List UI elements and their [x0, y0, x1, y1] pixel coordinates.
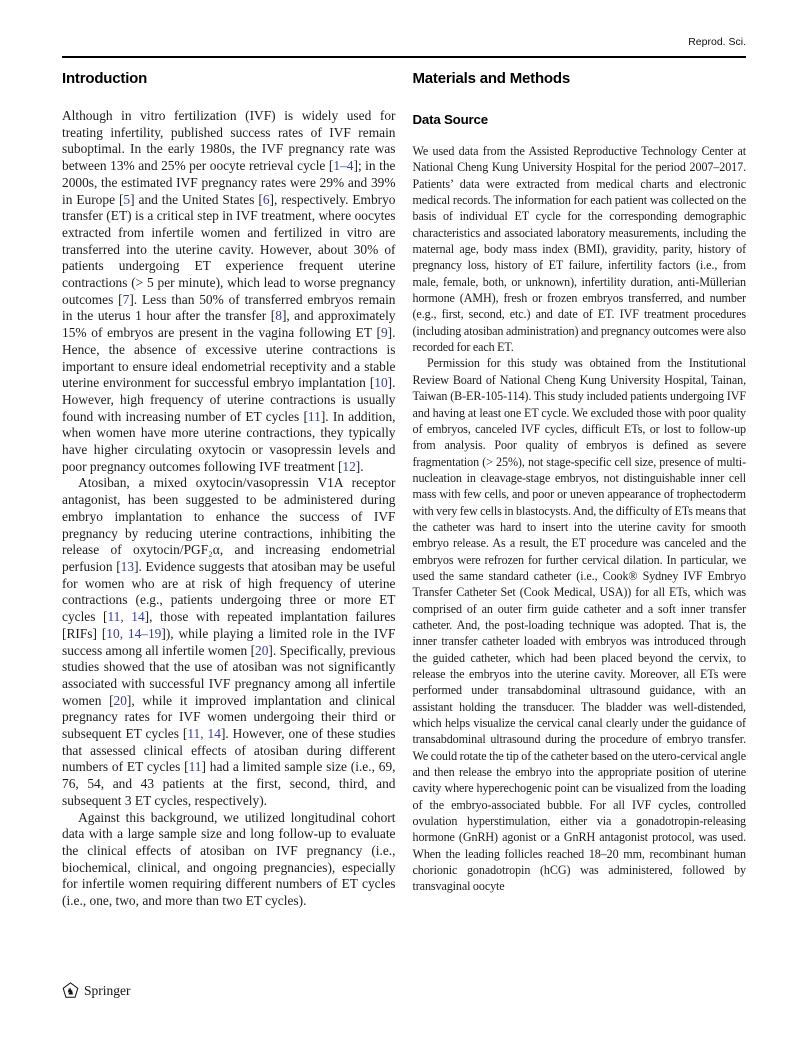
- paragraph: Although in vitro fertilization (IVF) is widely used for treating infertility, published success rates of IVF remain suboptimal. In the early 1980s, the IVF pregnancy rate was between 13% and 25% per oocyte retrieval cycle [1–4]; in the 2000s, the estimated IVF pregnancy rates were 29% and 39% in Europe [5] and the United States [6], respectively. Embryo transfer (ET) is a critical step in IVF treatment, where oocytes extracted from infertile women and fertilized in vitro are transferred into the uterine cavity. However, about 30% of patients undergoing ET experience frequent uterine contractions (> 5 per minute), which lead to worse pregnancy outcomes [7]. Less than 50% of transferred embryos remain in the uterus 1 hour after the transfer [8], and approximately 15% of embryos are present in the vagina following ET [9]. Hence, the absence of excessive uterine contractions is important to ensure ideal endometrial receptivity and a stable uterine environment for successful embryo implantation [10]. However, high frequency of uterine contractions is usually found with increasing number of ET cycles [11]. In addition, when women have more uterine contractions, they typically have higher circulating oxytocin or vasopressin levels and poor pregnancy outcomes following IVF treatment [12].: [62, 108, 396, 474]
- paragraph: We used data from the Assisted Reproductive Technology Center at National Cheng Kung University Hospital for the period 2007–2017. Patients’ data were extracted from medical charts and electronic medical records. The information for each patient was collected on the basis of individual ET cycle for the corresponding demographic characteristics and associated laboratory measurements, including the maternal age, body mass index (BMI), gravidity, parity, history of pregnancy loss, history of ET failure, infertility factors (i.e., from male, female, both, or unknown), infertility duration, anti-Müllerian hormone (AMH), fresh or frozen embryos transferred, and number (e.g., first, second, etc.) and date of ET. IVF treatment procedures (including atosiban administration) and pregnancy outcomes were also recorded for each ET.: [412, 144, 746, 355]
- svg-text:♞: ♞: [66, 987, 75, 998]
- section-heading-materials-and-methods: Materials and Methods: [412, 70, 570, 87]
- citation-ref[interactable]: 12: [342, 458, 356, 474]
- paragraph: Atosiban, a mixed oxytocin/vasopressin V1A receptor antagonist, has been suggested to be administered during embryo implantation to enhance the success of IVF pregnancy by reducing uterine contractions, inhibiting the release of oxytocin/PGF₂α, and increasing endometrial perfusion [13]. Evidence suggests that atosiban may be useful for women who are at risk of high frequency of uterine contractions (e.g., patients undergoing three or more ET cycles [11, 14], those with repeated implantation failures [RIFs] [10, 14–19]), while playing a limited role in the IVF success among all infertile women [20]. Specifically, previous studies showed that the use of atosiban was not significantly associated with successful IVF pregnancy among all infertile women [20], while it improved implantation and clinical pregnancy rates for IVF women undergoing their third or subsequent ET cycles [11, 14]. However, one of these studies that assessed clinical effects of atosiban during different numbers of ET cycles [11] had a limited sample size (i.e., 69, 76, 54, and 43 patients at the first, second, third, and subsequent 3 ET cycles, respectively).: [62, 475, 396, 808]
- citation-ref[interactable]: 10, 14–19: [106, 625, 162, 641]
- citation-ref[interactable]: 11, 14: [187, 726, 221, 742]
- publisher-footer: [62, 982, 131, 999]
- citation-ref[interactable]: 13: [120, 558, 135, 574]
- two-column-body: [62, 70, 746, 910]
- header-rule: [62, 56, 746, 58]
- paragraph: Against this background, we utilized longitudinal cohort data with a large sample size and long follow-up to evaluate the clinical effects of atosiban on IVF pregnancy (i.e., biochemical, clinical, and ongoing pregnancies), especially for infertile women requiring different numbers of ET cycles (i.e., one, two, and more than two ET cycles).: [62, 809, 396, 909]
- publisher-name: Springer: [84, 982, 131, 998]
- data-source-text: [413, 143, 747, 895]
- citation-ref[interactable]: 5: [123, 191, 131, 207]
- journal-title: Reprod. Sci.: [688, 36, 746, 48]
- section-heading-introduction: Introduction: [62, 70, 148, 87]
- left-column: [62, 70, 396, 910]
- subsection-heading-data-source: Data Source: [412, 112, 488, 127]
- citation-ref[interactable]: 10: [374, 375, 388, 391]
- running-header: [62, 36, 746, 48]
- citation-ref[interactable]: 11: [307, 408, 321, 424]
- citation-ref[interactable]: 11: [188, 759, 202, 775]
- citation-ref[interactable]: 11, 14: [107, 609, 145, 625]
- citation-ref[interactable]: 20: [113, 692, 127, 708]
- citation-ref[interactable]: 20: [255, 642, 269, 658]
- introduction-text: [62, 108, 396, 910]
- paragraph: Permission for this study was obtained from the Institutional Review Board of National Cheng Kung University Hospital, Tainan, Taiwan (B-ER-105-114). This study included patients undergoing IVF and having at least one ET cycle. We excluded those with poor quality of embryos, canceled IVF cycles, difficult ETs, or lost to follow-up from analysis. Poor quality of embryos is defined as severe fragmentation (> 25%), not stage-specific cell size, presence of multi-nucleation in cleavage-stage embryos, not distinguishable inner cell mass with few cells, and poor or uneven appearance of trophectoderm with very few cells in blastocysts. And, the difficulty of ETs means that the catheter was hard to insert into the uterine cavity for smooth embryo release. As a result, the ET procedure was canceled and the embryos were refrozen for further cervical dilation. In particular, we used the same standard catheter (i.e., Cook® Sydney IVF Embryo Transfer Catheter Set (Cook Medical, USA)) for all ETs, which was comprised of an outer firm guide catheter and a soft inner transfer catheter. And, the post-loading technique was adopted. That is, the inner transfer catheter loaded with embryos was introduced through the guided catheter, which had been placed beyond the cervix, to release the embryos into the uterine cavity. Moreover, all ETs were performed under transabdominal ultrasound guidance, with an assistant holding the transducer. The bladder was well-distended, which helps visualize the cervical canal clearly under the guidance of transabdominal ultrasound during the procedure of embryo transfer. We could rotate the tip of the catheter based on the utero-cervical angle and then release the embryo into the appropriate position of uterine cavity where hyperechogenic point can be visualized from the loading of the embryo-associated bubble. For all IVF cycles, controlled ovulation hyperstimulation, either via a gonadotropin-releasing hormone (GnRH) agonist or a GnRH antagonist protocol, was used. When the leading follicles reached 18–20 mm, recombinant human chorionic gonadotropin (hCG) was administered, followed by transvaginal oocyte: [412, 356, 746, 894]
- citation-ref[interactable]: 7: [122, 291, 130, 307]
- springer-horse-logo-icon: [62, 982, 79, 999]
- citation-ref[interactable]: 6: [262, 191, 270, 207]
- citation-ref[interactable]: 8: [275, 308, 282, 324]
- right-column: [413, 70, 747, 895]
- citation-ref[interactable]: 1–4: [333, 158, 354, 174]
- citation-ref[interactable]: 9: [380, 325, 388, 341]
